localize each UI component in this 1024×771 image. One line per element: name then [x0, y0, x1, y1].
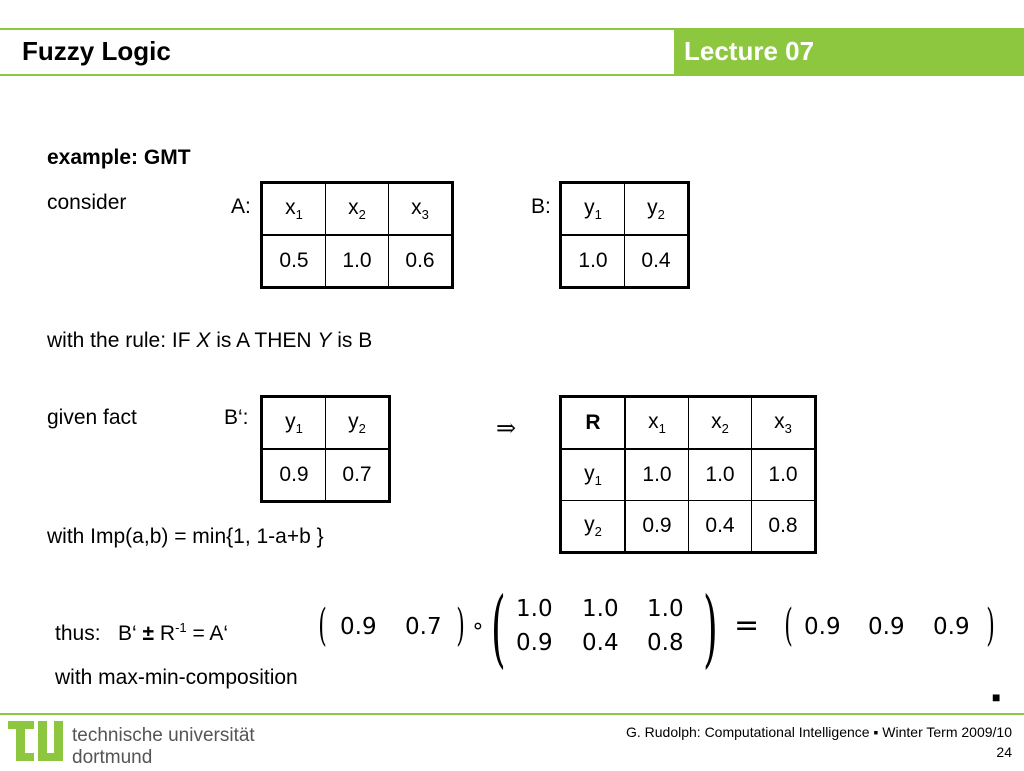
- set-bprime-value: 0.9: [262, 449, 326, 502]
- implies-arrow: ⇒: [496, 414, 517, 442]
- set-a-value: 0.5: [262, 235, 326, 288]
- relation-col-head: $x_1$: [625, 397, 689, 450]
- footer-credit: [626, 722, 1012, 762]
- matrix-cell: 0.8: [647, 630, 684, 656]
- composition-operator: ∘: [471, 614, 485, 639]
- set-a-table: [260, 181, 454, 289]
- set-bprime-value: 0.7: [326, 449, 390, 502]
- thus-text: thus: B‘ ± $R^{-1}$ = A‘: [55, 620, 229, 645]
- relation-col-head: $x_2$: [689, 397, 752, 450]
- matrix-cell: 1.0: [582, 596, 619, 622]
- qed-square: ■: [992, 689, 1001, 705]
- set-bprime-label: B‘:: [224, 406, 249, 429]
- rule-text: with the rule: IF X is A THEN Y is B: [47, 329, 373, 352]
- imp-definition: with Imp(a,b) = min{1, 1-a+b }: [47, 525, 324, 548]
- max-min-text: with max-min-composition: [55, 666, 298, 689]
- result-value: 0.9: [868, 614, 905, 640]
- vector-value: 0.9: [340, 614, 377, 640]
- set-b-value: 1.0: [561, 235, 625, 288]
- relation-row-head: $y_2$: [561, 501, 626, 553]
- relation-cell: 1.0: [625, 449, 689, 501]
- set-b-table: [559, 181, 690, 289]
- consider-label: consider: [47, 191, 127, 214]
- example-heading: example: GMT: [47, 146, 191, 169]
- set-b-head: $y_1$: [561, 183, 625, 236]
- university-name: [72, 725, 255, 769]
- set-bprime-table: [260, 395, 391, 503]
- university-line-2: dortmund: [72, 747, 153, 768]
- matrix-cell: 0.9: [516, 630, 553, 656]
- left-paren: (: [318, 600, 327, 651]
- equals-sign: =: [734, 608, 760, 643]
- relation-col-head: $x_3$: [752, 397, 816, 450]
- matrix-cell: 0.4: [582, 630, 619, 656]
- set-a-head: $x_3$: [389, 183, 453, 236]
- matrix-cell: 1.0: [647, 596, 684, 622]
- credit-text: G. Rudolph: Computational Intelligence ▪ Winter Term 2009/10: [625, 724, 1012, 740]
- matrix-left-paren: (: [491, 579, 506, 677]
- relation-corner: R: [561, 397, 626, 450]
- set-bprime-head: $y_2$: [326, 397, 390, 450]
- result-left-paren: (: [784, 600, 793, 651]
- set-a-label: A:: [231, 195, 251, 218]
- lecture-label: Lecture 07: [684, 36, 815, 66]
- set-b-value: 0.4: [625, 235, 689, 288]
- relation-cell: 0.8: [752, 501, 816, 553]
- page-number: 24: [996, 744, 1012, 760]
- given-fact-label: given fact: [47, 406, 137, 429]
- set-bprime-head: $y_1$: [262, 397, 326, 450]
- footer-rule: [0, 713, 1024, 715]
- result-right-paren: ): [986, 600, 995, 651]
- result-value: 0.9: [933, 614, 970, 640]
- relation-cell: 1.0: [752, 449, 816, 501]
- right-paren: ): [456, 600, 465, 651]
- tu-logo-icon: [4, 718, 68, 766]
- relation-row-head: $y_1$: [561, 449, 626, 501]
- matrix-cell: 1.0: [516, 596, 553, 622]
- header-bottom-rule: [0, 74, 1024, 76]
- result-value: 0.9: [804, 614, 841, 640]
- relation-cell: 1.0: [689, 449, 752, 501]
- matrix-right-paren: ): [703, 579, 718, 677]
- set-a-head: $x_1$: [262, 183, 326, 236]
- set-b-label: B:: [531, 195, 551, 218]
- university-line-1: technische universität: [72, 725, 255, 746]
- relation-table: [559, 395, 817, 554]
- set-a-value: 1.0: [326, 235, 389, 288]
- set-b-head: $y_2$: [625, 183, 689, 236]
- relation-cell: 0.9: [625, 501, 689, 553]
- slide-title: Fuzzy Logic: [22, 36, 171, 66]
- vector-value: 0.7: [405, 614, 442, 640]
- set-a-head: $x_2$: [326, 183, 389, 236]
- set-a-value: 0.6: [389, 235, 453, 288]
- relation-cell: 0.4: [689, 501, 752, 553]
